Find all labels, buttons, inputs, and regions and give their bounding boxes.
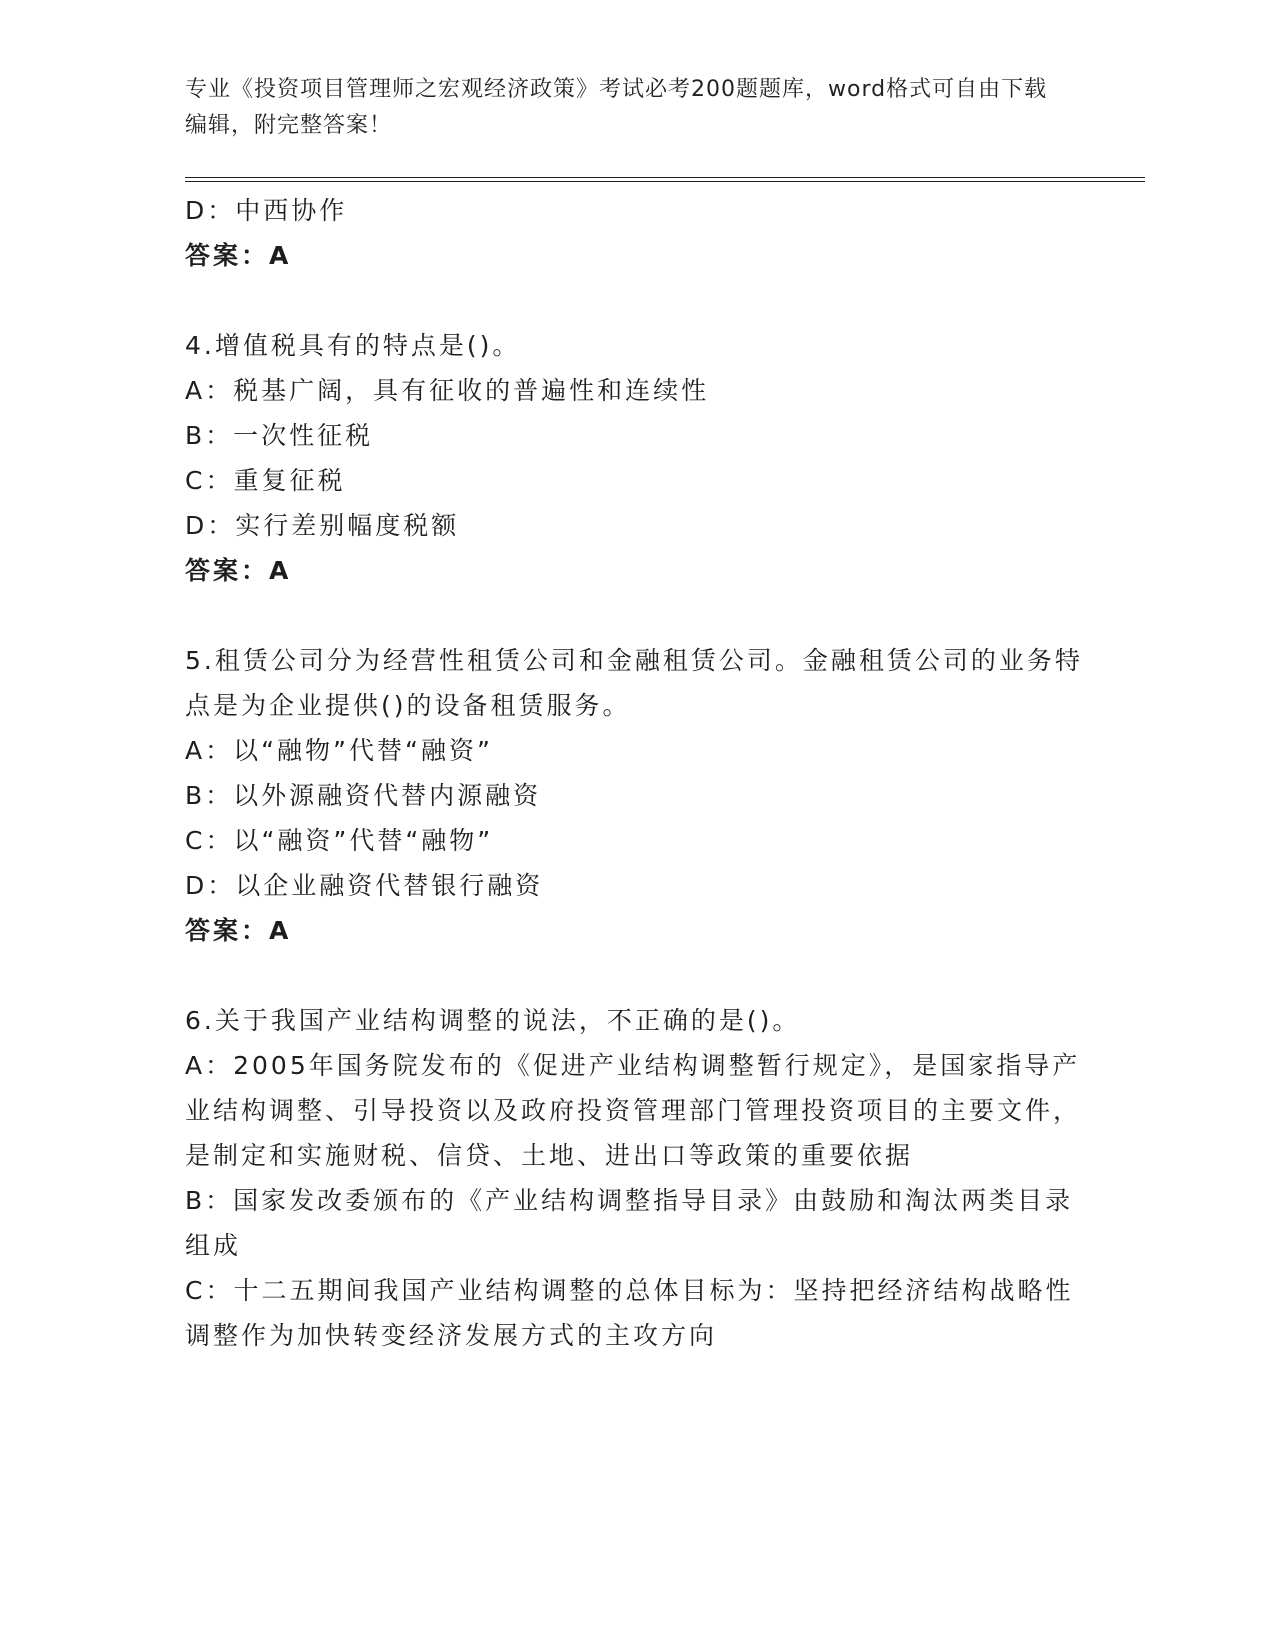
option-d: D：中西协作 (185, 196, 348, 225)
spacer (185, 953, 1085, 998)
question-6 (185, 998, 1085, 1358)
question-stem: 6.关于我国产业结构调整的说法，不正确的是()。 (185, 1006, 801, 1035)
spacer (185, 278, 1085, 323)
option-d: D：实行差别幅度税额 (185, 511, 460, 540)
question-3 (185, 188, 1085, 278)
spacer (185, 593, 1085, 638)
question-content (185, 188, 1085, 1358)
document-header: 专业《投资项目管理师之宏观经济政策》考试必考200题题库，word格式可自由下载编辑，附完整答案！ (185, 77, 1048, 138)
option-a: A：税基广阔，具有征收的普遍性和连续性 (185, 376, 710, 405)
option-b: B：以外源融资代替内源融资 (185, 781, 542, 810)
question-4 (185, 323, 1085, 593)
option-d: D：以企业融资代替银行融资 (185, 871, 544, 900)
question-stem: 4.增值税具有的特点是()。 (185, 331, 521, 360)
answer: 答案：A (185, 916, 292, 945)
header-divider-top (185, 177, 1145, 178)
answer: 答案：A (185, 556, 292, 585)
option-b: B：国家发改委颁布的《产业结构调整指导目录》由鼓励和淘汰两类目录组成 (185, 1186, 1074, 1260)
answer: 答案：A (185, 241, 292, 270)
option-a: A：2005年国务院发布的《促进产业结构调整暂行规定》，是国家指导产业结构调整、引导投资以及政府投资管理部门管理投资项目的主要文件，是制定和实施财税、信贷、土地、进出口等政策的重要依据 (185, 1051, 1082, 1170)
option-c: C：重复征税 (185, 466, 346, 495)
option-a: A：以“融物”代替“融资” (185, 736, 493, 765)
question-stem: 5.租赁公司分为经营性租赁公司和金融租赁公司。金融租赁公司的业务特点是为企业提供()的设备租赁服务。 (185, 646, 1083, 720)
question-5 (185, 638, 1085, 953)
option-c: C：以“融资”代替“融物” (185, 826, 494, 855)
option-c: C：十二五期间我国产业结构调整的总体目标为：坚持把经济结构战略性调整作为加快转变经济发展方式的主攻方向 (185, 1276, 1074, 1350)
option-b: B：一次性征税 (185, 421, 374, 450)
header-divider-bottom (185, 181, 1145, 182)
